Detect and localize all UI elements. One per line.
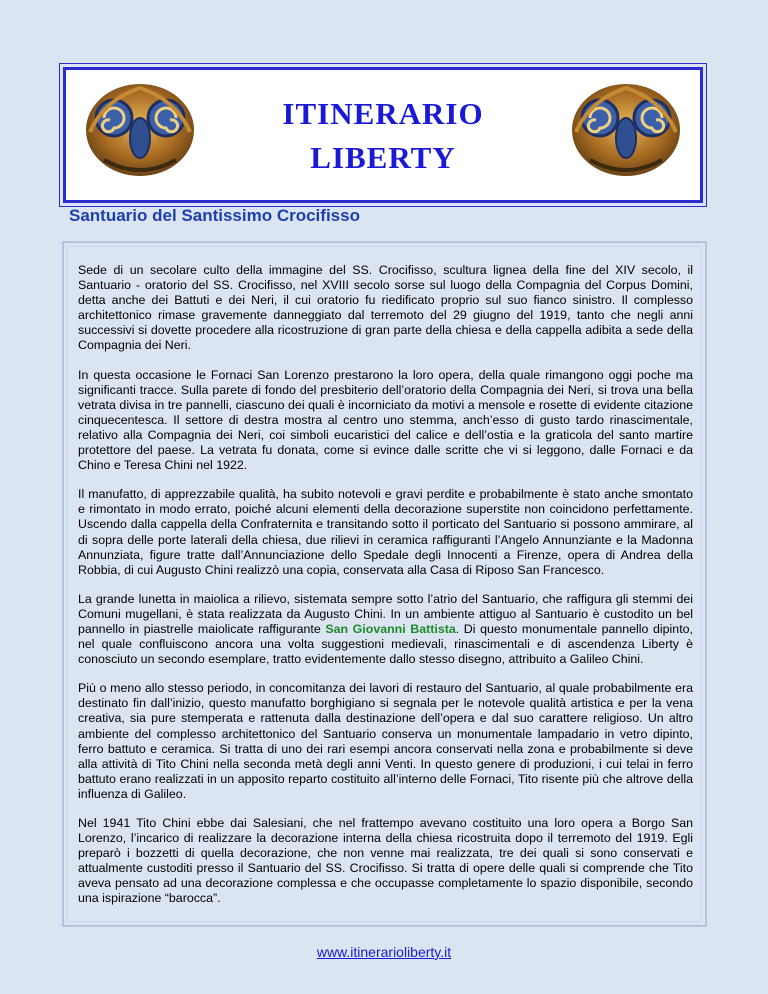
content-box: [62, 241, 707, 927]
paragraph-5: Più o meno allo stesso periodo, in concomitanza dei lavori di restauro del Santuario, al quale probabilmente era destinato fin dall’inizio, questo manufatto borghigiano si segnala per le notevole qualità artistica e per la vena creativa, sia pure stemperata e rattenuta dalla destinazione dell’opera e dal suo carattere religioso. Un altro ambiente del complesso architettonico del Santuario conserva un monumentale lampadario in vetro dipinto, ferro battuto e ceramica. Si tratta di uno dei rari esempi ancora conservati nella zona e probabilmente si deve alla attività di Tito Chini nella seconda metà degli anni Venti. In questo genere di produzioni, i cui telai in ferro battuto erano realizzati in un apposito reparto costituito all’interno delle Fornaci, Tito risente più che altrove della influenza di Galileo.: [78, 681, 693, 801]
ornament-right-icon: [570, 80, 682, 184]
paragraph-6: Nel 1941 Tito Chini ebbe dai Salesiani, che nel frattempo avevano costituito una loro opera a Borgo San Lorenzo, l’incarico di realizzare la decorazione interna della chiesa ricostruita dopo il terremoto del 1919. Egli preparò i bozzetti di quella decorazione, che non venne mai realizzata, tre dei quali si sono conservati e attualmente custoditi presso il Santuario del SS. Crocifisso. Si tratta di opere delle quali si comprende che Tito aveva pensato ad una decorazione complessa e che occupasse completamente lo spazio disponibile, secondo una ispirazione “barocca”.: [78, 816, 693, 906]
title-line-2: LIBERTY: [310, 140, 456, 175]
title-line-1: ITINERARIO: [282, 96, 484, 131]
paragraph-2: In questa occasione le Fornaci San Lorenzo prestarono la loro opera, della quale rimangono oggi poche ma significanti tracce. Sulla parete di fondo del presbiterio dell’oratorio della Compagnia dei Neri, si trova una bella vetrata divisa in tre pannelli, ciascuno dei quali è incorniciato da motivi a mensole e rosette di evidente citazione cinquecentesca. Il settore di destra mostra al centro uno stemma, anch’esso di gusto tardo rinascimentale, relativo alla Compagnia dei Neri, coi simboli eucaristici del calice e dell’ostia e la graticola del santo martire protettore del paese. La vetrata fu donata, come si evince dalle scritte che vi si leggono, dalle Fornaci e da Chino e Teresa Chini nel 1922.: [78, 367, 693, 473]
paragraph-4-before: La grande lunetta in maiolica a rilievo, sistemata sempre sotto l’atrio del Santuario, che raffigura gli stemmi dei Comuni mugellani, è stata realizzata da Augusto Chini. In un ambiente attiguo al Santuario è custodito un bel pannello in piastrelle maiolicate raffigurante: [78, 591, 693, 636]
header-banner: [63, 67, 703, 203]
paragraph-4-after: . Di questo monumentale pannello dipinto, nel quale confluiscono ancora una volta suggestioni medievali, rinascimentali e di ascendenza Liberty è conosciuto un secondo esemplare, tratto evidentemente dallo stesso disegno, attribuito a Galileo Chini.: [78, 621, 693, 667]
website-link[interactable]: www.itinerarioliberty.it: [316, 944, 452, 960]
paragraph-3: Il manufatto, di apprezzabile qualità, ha subito notevoli e gravi perdite e probabilmente è stato anche smontato e rimontato in modo errato, poiché alcuni elementi della decorazione superstite non coincidono perfettamente. Uscendo dalla cappella della Confraternita e transitando sotto il porticato del Santuario si possono ammirare, al di sopra delle porte laterali della chiesa, due rilievi in ceramica raffiguranti l’Angelo Annunziante e la Madonna Annunziata, figure tratte dall’Annunciazione dello Spedale degli Innocenti a Firenze, opera di Andrea della Robbia, di cui Augusto Chini realizzò una copia, conservata alla Casa di Riposo San Francesco.: [78, 487, 693, 577]
content-body: [67, 246, 702, 922]
highlight-san-giovanni: San Giovanni Battista: [325, 621, 456, 636]
paragraph-4: [78, 592, 693, 667]
section-title: Santuario del Santissimo Crocifisso: [69, 206, 360, 225]
paragraph-1: Sede di un secolare culto della immagine del SS. Crocifisso, scultura lignea della fine del XIV secolo, il Santuario - oratorio del SS. Crocifisso, nel XVIII secolo sorse sul luogo della Compagnia del Corpus Domini, detta anche dei Battuti e dei Neri, il cui oratorio fu riedificato proprio sul suo fianco sinistro. Il complesso architettonico rimase gravemente danneggiato dal terremoto del 29 giugno del 1919, tanto che negli anni successivi si dovette procedere alla ricostruzione di gran parte della chiesa e della cappella adibita a sede della Compagnia dei Neri.: [78, 263, 693, 353]
